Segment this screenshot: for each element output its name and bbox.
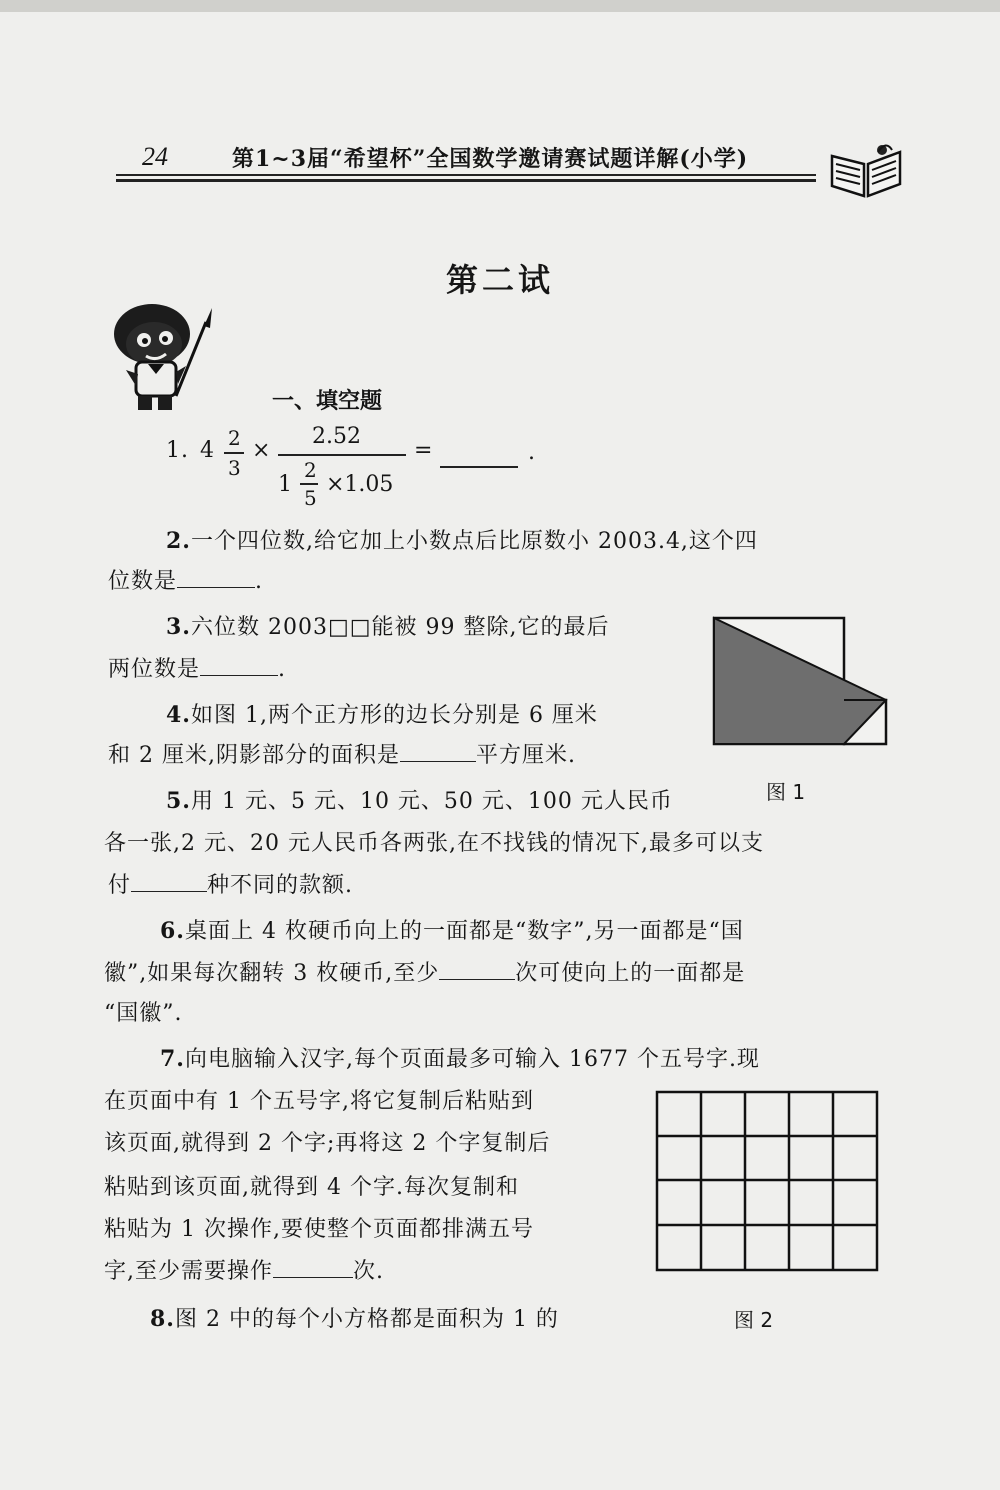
denominator-fraction-bar: [300, 483, 318, 485]
answer-blank: [200, 653, 278, 676]
denominator-whole: 1: [278, 472, 292, 497]
question-4-line-1: 4.如图 1,两个正方形的边长分别是 6 厘米: [166, 702, 598, 728]
question-5-line-1: 5.用 1 元、5 元、10 元、50 元、100 元人民币: [166, 788, 673, 814]
period: .: [528, 440, 535, 465]
question-6-line-3: “国徽”.: [104, 1001, 183, 1026]
answer-blank: [273, 1255, 353, 1278]
question-3-line-1: 3.六位数 2003□□能被 99 整除,它的最后: [166, 614, 610, 640]
answer-blank: [131, 869, 207, 892]
answer-blank: [177, 565, 255, 588]
section-title: 第二试: [445, 261, 554, 299]
question-2-line-2: 位数是 .: [108, 564, 263, 595]
times-sign: ×: [252, 438, 271, 463]
denominator-rest: ×1.05: [326, 472, 394, 497]
answer-blank: [439, 957, 515, 980]
open-book-icon: [828, 142, 904, 198]
figure-2-grid: [655, 1090, 881, 1274]
fraction-denominator: 3: [228, 456, 241, 480]
question-6-line-1: 6.桌面上 4 枚硬币向上的一面都是“数字”,另一面都是“国: [160, 918, 744, 944]
answer-blank: [400, 739, 476, 762]
header-rule: [116, 174, 816, 176]
question-number: 1.: [166, 438, 189, 463]
header-rule-thick: [116, 179, 816, 182]
figure-1-caption: 图 1: [766, 780, 806, 804]
page-number: 24: [142, 142, 168, 171]
figure-1-squares: [710, 614, 890, 748]
question-7-line-4: 粘贴到该页面,就得到 4 个字.每次复制和: [104, 1175, 519, 1200]
denominator-fraction-denominator: 5: [304, 486, 317, 510]
question-7-line-1: 7.向电脑输入汉字,每个页面最多可输入 1677 个五号字.现: [160, 1046, 760, 1072]
question-5-line-3: 付 种不同的款额.: [108, 868, 353, 899]
figure-2-caption: 图 2: [734, 1308, 774, 1332]
mixed-whole: 4: [200, 438, 214, 463]
running-header-title: 第1~3届“希望杯”全国数学邀请赛试题详解(小学): [232, 146, 749, 172]
question-4-line-2: 和 2 厘米,阴影部分的面积是 平方厘米.: [108, 738, 576, 769]
fraction-bar: [224, 452, 244, 454]
answer-blank: [440, 466, 518, 468]
question-2-line-1: 2.一个四位数,给它加上小数点后比原数小 2003.4,这个四: [166, 528, 758, 554]
question-6-line-2: 徽”,如果每次翻转 3 枚硬币,至少 次可使向上的一面都是: [104, 956, 745, 987]
denominator-fraction-numerator: 2: [304, 458, 317, 482]
question-5-line-2: 各一张,2 元、20 元人民币各两张,在不找钱的情况下,最多可以支: [104, 831, 764, 856]
equals-sign: =: [414, 438, 433, 463]
scan-edge: [0, 0, 1000, 12]
painter-mascot-illustration: [108, 300, 228, 416]
fraction-numerator: 2: [228, 426, 241, 450]
section-subheading: 一、填空题: [272, 389, 383, 414]
question-7-line-5: 粘贴为 1 次操作,要使整个页面都排满五号: [104, 1217, 534, 1242]
question-7-line-2: 在页面中有 1 个五号字,将它复制后粘贴到: [104, 1089, 534, 1114]
big-fraction-bar: [278, 454, 406, 456]
question-3-line-2: 两位数是 .: [108, 652, 286, 683]
question-7-line-3: 该页面,就得到 2 个字;再将这 2 个字复制后: [104, 1131, 551, 1156]
question-8-line-1: 8.图 2 中的每个小方格都是面积为 1 的: [150, 1306, 559, 1332]
question-7-line-6: 字,至少需要操作 次.: [104, 1254, 384, 1285]
big-fraction-numerator: 2.52: [312, 424, 361, 449]
